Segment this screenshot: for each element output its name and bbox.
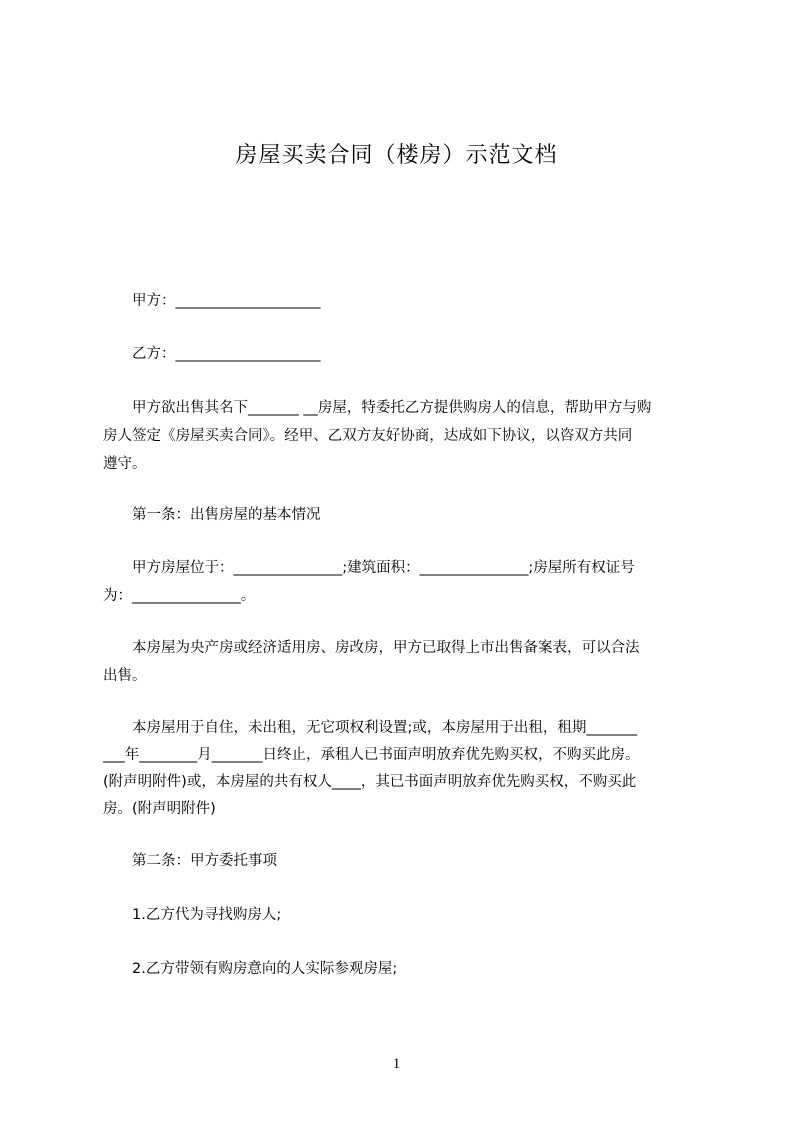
- document-title: 房屋买卖合同（楼房）示范文档: [235, 143, 558, 168]
- location-paragraph-line: 为：_______________。: [103, 588, 256, 604]
- occupancy-paragraph-line: (附声明附件)或，本房屋的共有权人____，其已书面声明放弃优先购买权，不购买此: [103, 774, 637, 790]
- occupancy-paragraph-line: 本房屋用于自住，未出租，无它项权利设置;或，本房屋用于出租，租期_______: [103, 720, 638, 736]
- intro-paragraph-line: 甲方欲出售其名下_______ __房屋，特委托乙方提供购房人的信息，帮助甲方与购: [103, 400, 652, 416]
- location-paragraph-line: 甲方房屋位于：_______________;建筑面积：_______________;房屋所有权证号: [103, 560, 635, 576]
- page-number: 1: [392, 1056, 401, 1072]
- occupancy-paragraph-line: ___年________月_______日终止，承租人已书面声明放弃优先购买权，不购买此房。: [103, 747, 640, 763]
- intro-paragraph-line: 遵守。: [103, 456, 147, 472]
- eligibility-paragraph-line: 本房屋为央产房或经济适用房、房改房，甲方已取得上市出售备案表，可以合法: [103, 640, 640, 656]
- article-1-heading: 第一条：出售房屋的基本情况: [103, 507, 321, 523]
- eligibility-paragraph-line: 出售。: [103, 668, 147, 684]
- article-2-heading: 第二条：甲方委托事项: [103, 853, 277, 869]
- list-item: 1.乙方代为寻找购房人;: [103, 907, 282, 923]
- party-a-line: 甲方：____________________: [103, 293, 321, 309]
- occupancy-paragraph-line: 房。(附声明附件): [103, 801, 216, 817]
- intro-paragraph-line: 房人签定《房屋买卖合同》。经甲、乙双方友好协商，达成如下协议，以咨双方共同: [103, 428, 633, 444]
- party-b-line: 乙方：____________________: [103, 346, 321, 362]
- list-item: 2.乙方带领有购房意向的人实际参观房屋;: [103, 961, 398, 977]
